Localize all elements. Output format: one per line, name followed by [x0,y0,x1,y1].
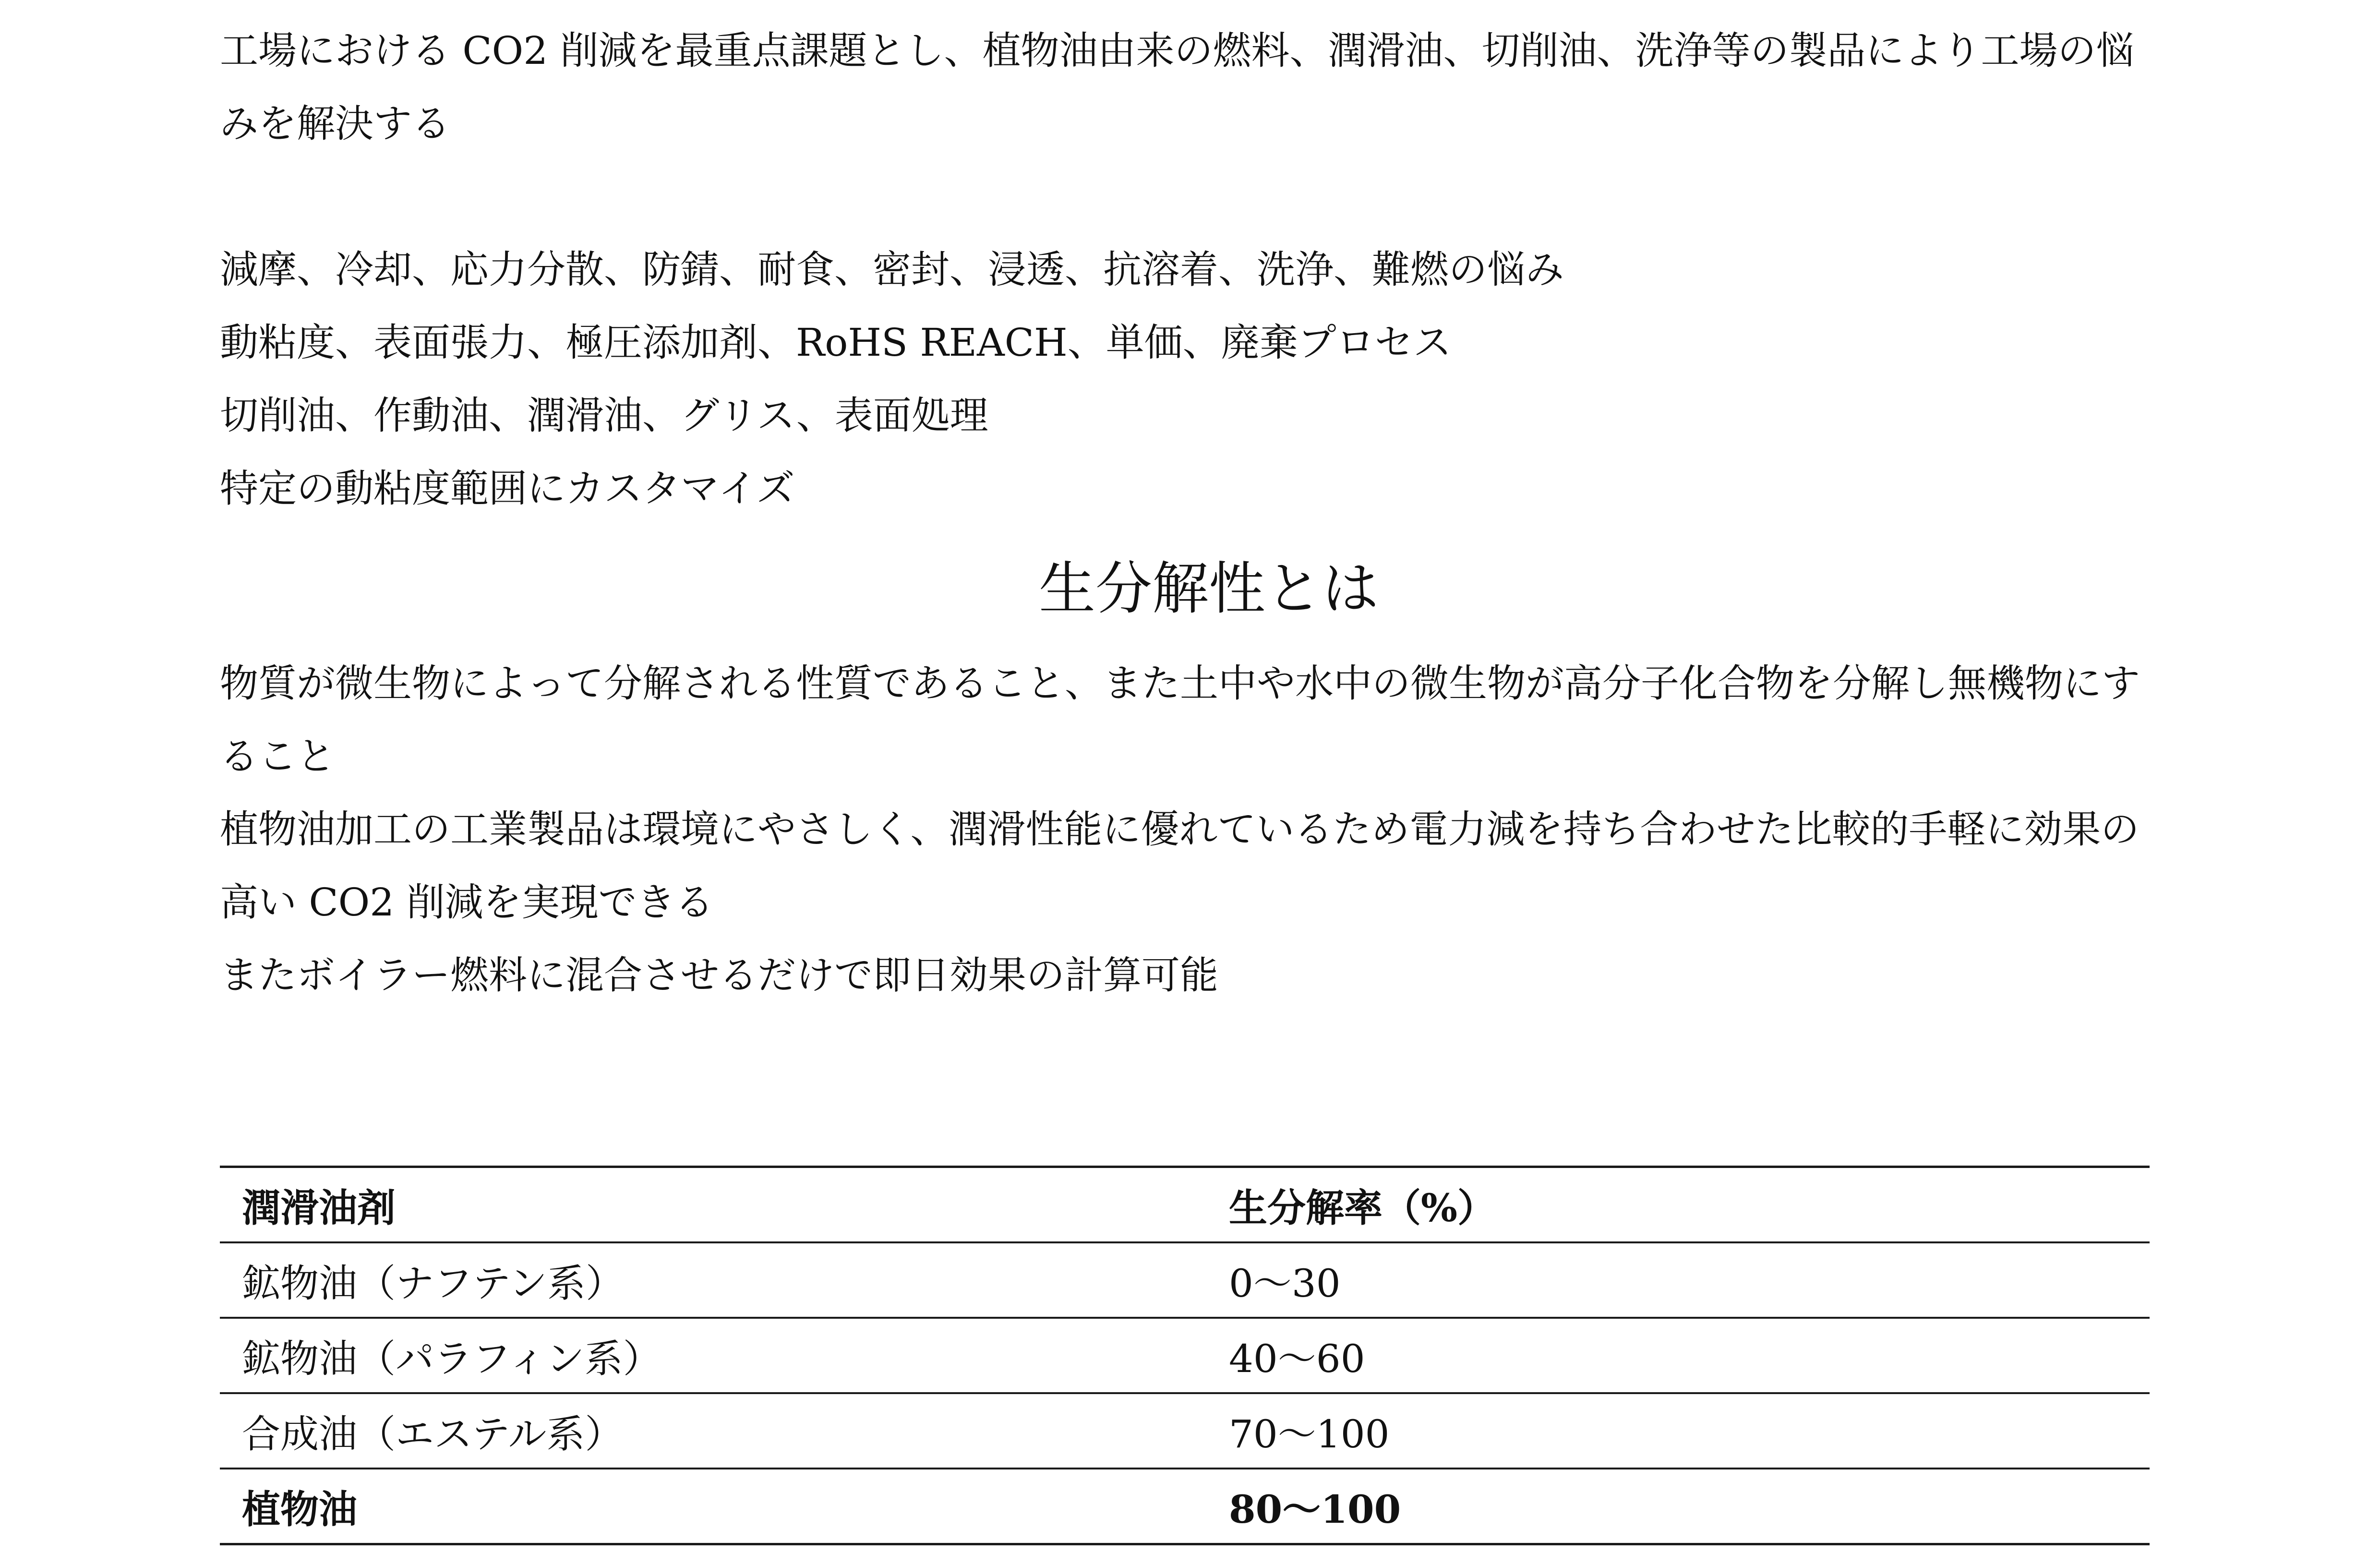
definition-paragraph: 物質が微生物によって分解される性質であること、また土中や水中の微生物が高分子化合物を分解し無機物にすること [220,661,2140,779]
table-row [220,1393,2150,1469]
table-row [220,1242,2150,1318]
table-row [220,1469,2150,1544]
rate-cell: 40〜60 [1207,1318,2150,1393]
lubricant-cell: 鉱物油（ナフテン系） [220,1242,1207,1318]
document-body [220,14,2169,1012]
table-header-row [220,1167,2150,1243]
keyword-line: 切削油、作動油、潤滑油、グリス、表面処理 [220,393,988,438]
definition-paragraph: またボイラー燃料に混合させるだけで即日効果の計算可能 [220,953,1218,998]
biodegradability-table [220,1166,2150,1545]
definition-paragraph: 植物油加工の工業製品は環境にやさしく、潤滑性能に優れているため電力減を持ち合わせた比較的手軽に効果の高い CO2 削減を実現できる [220,807,2140,925]
column-header-lubricant: 潤滑油剤 [220,1167,1207,1243]
lubricant-cell: 合成油（エステル系） [220,1393,1207,1469]
keyword-line: 特定の動粘度範囲にカスタマイズ [220,466,795,511]
keyword-line: 動粘度、表面張力、極圧添加剤、RoHS REACH、単価、廃棄プロセス [220,320,1452,365]
intro-paragraph: 工場における CO2 削減を最重点課題とし、植物油由来の燃料、潤滑油、切削油、洗浄等の製品により工場の悩みを解決する [220,28,2135,146]
rate-cell: 70〜100 [1207,1393,2150,1469]
column-header-rate: 生分解率（%） [1207,1167,2150,1243]
lubricant-cell: 植物油 [220,1469,1207,1544]
biodegradability-table-wrapper [220,1166,2150,1545]
definition-block [220,647,2169,1012]
rate-cell: 80〜100 [1207,1469,2150,1544]
lubricant-cell: 鉱物油（パラフィン系） [220,1318,1207,1393]
keyword-line: 減摩、冷却、応力分散、防錆、耐食、密封、浸透、抗溶着、洗浄、難燃の悩み [220,247,1564,292]
table-row [220,1318,2150,1393]
keyword-list [220,233,2169,525]
rate-cell: 0〜30 [1207,1242,2150,1318]
section-title: 生分解性とは [1038,555,1379,622]
